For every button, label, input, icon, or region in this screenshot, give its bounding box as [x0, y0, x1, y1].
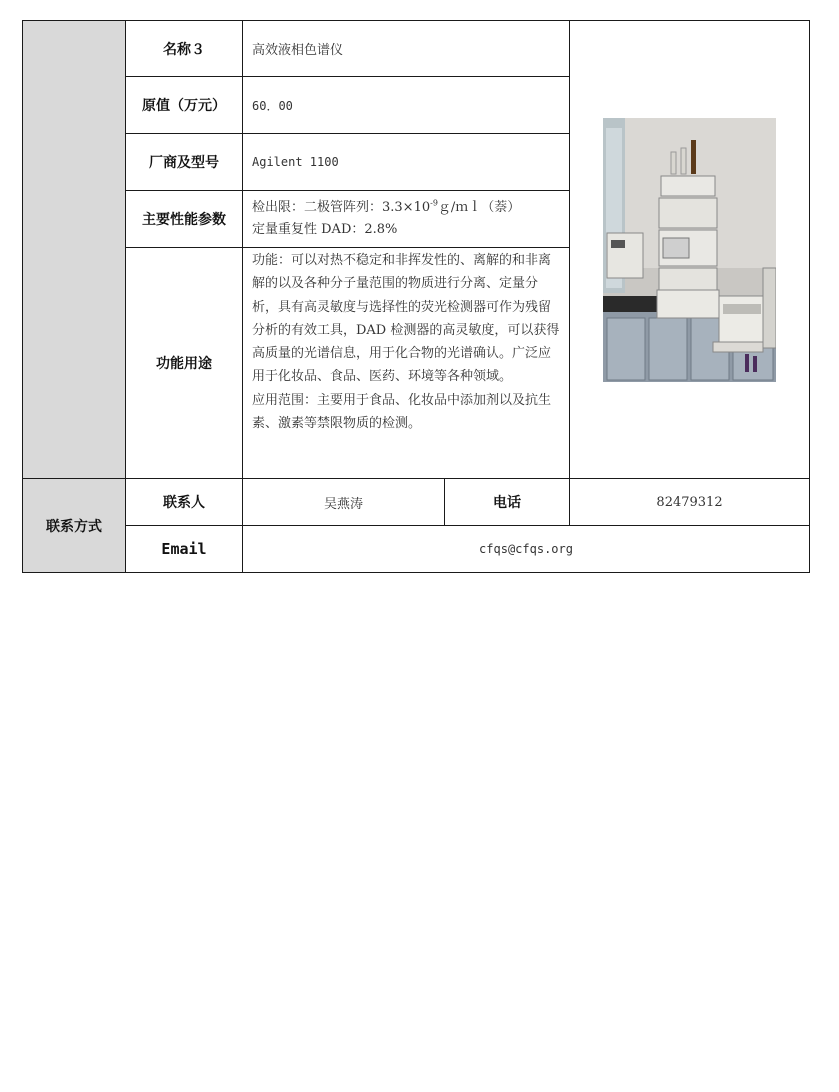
contact-person-value: 吴燕涛 [243, 479, 445, 526]
price-label: 原值（万元） [126, 77, 243, 134]
hplc-instrument-photo [603, 118, 776, 382]
phone-value: 82479312 [570, 479, 810, 526]
function-description: 功能：可以对热不稳定和非挥发性的、离解的和非离解的以及各种分子量范围的物质进行分离、定量分析，具有高灵敏度与选择性的荧光检测器可作为残留分析的有效工具，DAD 检测器的高灵敏度，可以获得高质量的光谱信息，用于化合物的光谱确认。广泛应用于化妆品、食品、医药、环境等各种领域。 [252, 253, 560, 385]
phone-label: 电话 [445, 479, 570, 526]
equipment-info-table [22, 20, 810, 573]
params-line-1-prefix: 检出限：二极管阵列：3.3×10 [252, 200, 431, 215]
email-label: Email [126, 526, 243, 573]
name-label: 名称３ [126, 21, 243, 77]
price-value: 60．00 [243, 77, 570, 134]
contact-person-label: 联系人 [126, 479, 243, 526]
params-value [243, 191, 570, 248]
email-value[interactable]: cfqs@cfqs.org [243, 526, 810, 573]
photo-cell [570, 21, 810, 479]
function-label: 功能用途 [126, 248, 243, 479]
params-label: 主要性能参数 [126, 191, 243, 248]
model-label: 厂商及型号 [126, 134, 243, 191]
application-description: 应用范围：主要用于食品、化妆品中添加剂以及抗生素、激素等禁限物质的检测。 [252, 392, 552, 432]
params-line-1-exponent: -9 [430, 198, 438, 208]
params-line-1-suffix: ｇ/ｍｌ（萘） [437, 200, 521, 215]
contact-section-label: 联系方式 [23, 479, 126, 573]
name-value: 高效液相色谱仪 [243, 21, 570, 77]
params-line-1 [252, 197, 560, 219]
params-line-2: 定量重复性 DAD：2.8% [252, 222, 398, 237]
function-value [243, 248, 570, 479]
model-value: Agilent 1100 [243, 134, 570, 191]
left-gray-column [23, 21, 126, 479]
